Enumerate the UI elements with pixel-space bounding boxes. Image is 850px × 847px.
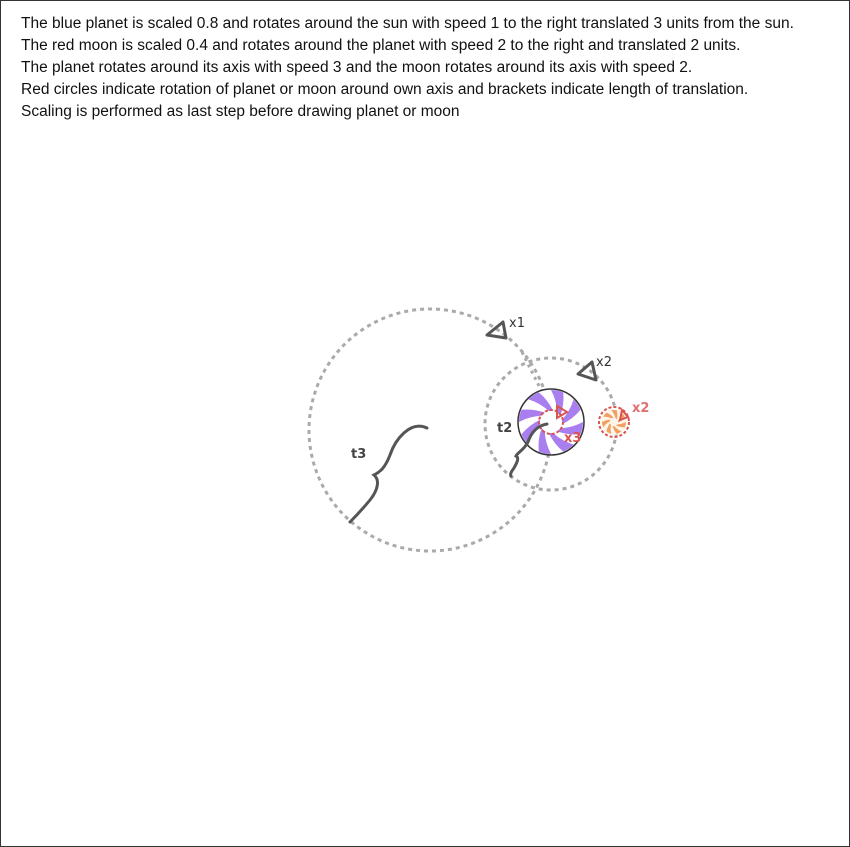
description-line: The planet rotates around its axis with speed 3 and the moon rotates around its axis with speed 2. xyxy=(21,59,693,76)
sun-orbit xyxy=(309,309,551,551)
description-line: Red circles indicate rotation of planet or moon around own axis and brackets indicate length of translation. xyxy=(21,81,749,98)
moon xyxy=(601,409,627,435)
planet-spin-speed-label: x3 xyxy=(564,431,582,446)
planet-translation-label: t2 xyxy=(497,421,513,436)
sun-translation-bracket xyxy=(350,426,427,522)
moon-spin-speed-label: x2 xyxy=(632,401,650,416)
sun-orbit-speed-label: x1 xyxy=(509,316,525,331)
description-line: The blue planet is scaled 0.8 and rotates around the sun with speed 1 to the right translated 3 units from the sun. xyxy=(21,15,794,32)
planet-orbit-speed-label: x2 xyxy=(596,355,612,370)
sun-translation-label: t3 xyxy=(351,447,367,462)
description-line: The red moon is scaled 0.4 and rotates around the planet with speed 2 to the right and translated 2 units. xyxy=(21,37,741,54)
description-line: Scaling is performed as last step before drawing planet or moon xyxy=(21,103,460,120)
planet-orbit-arrow-icon xyxy=(578,362,596,380)
